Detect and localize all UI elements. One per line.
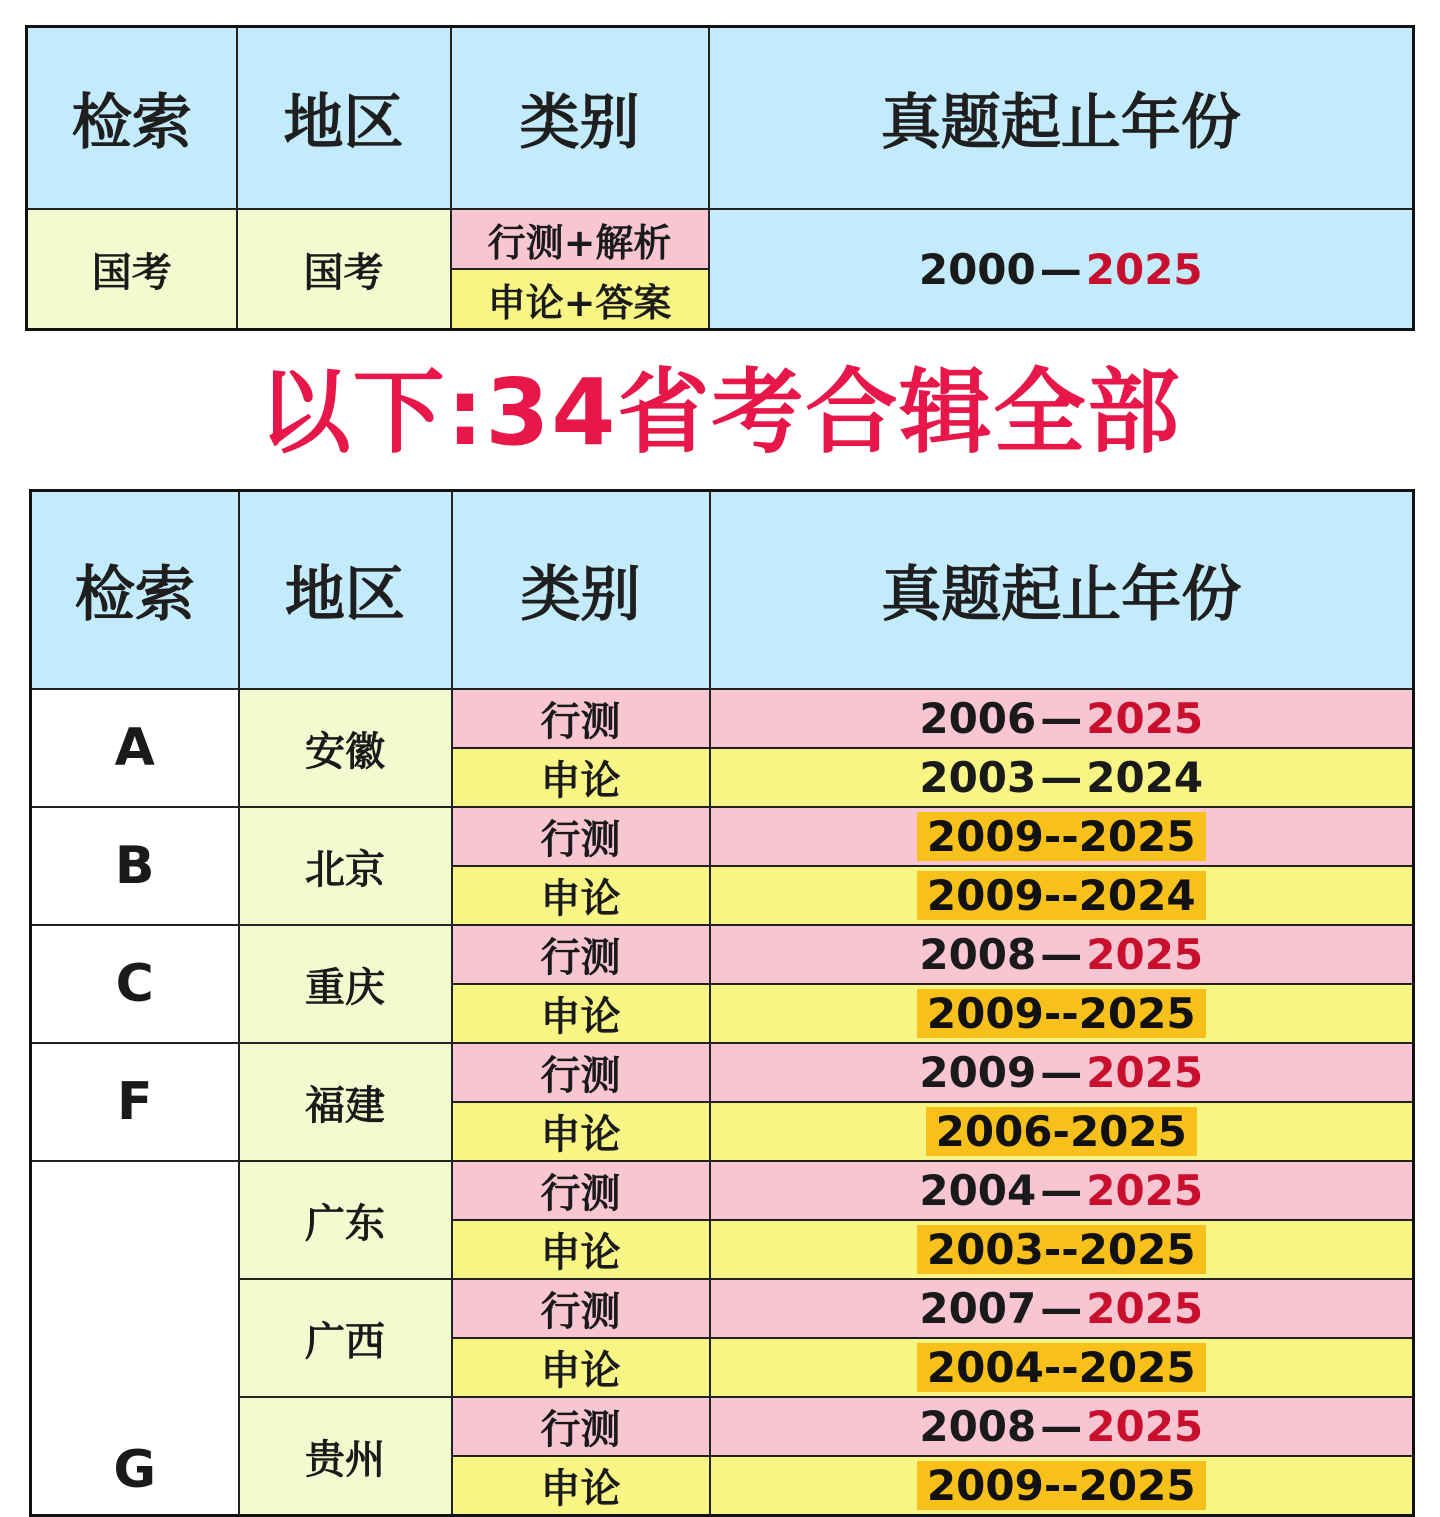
index-letter: C: [31, 925, 239, 1043]
national-region-cell: 国考: [237, 209, 451, 330]
year-range: [710, 866, 1414, 925]
year-range: [710, 1220, 1414, 1279]
index-letter: B: [31, 807, 239, 925]
index-letter: A: [31, 689, 239, 807]
year-range: [710, 925, 1414, 984]
national-search-cell: 国考: [27, 209, 237, 330]
header-region: 地区: [239, 491, 452, 690]
year-range: [710, 1279, 1414, 1338]
year-range: [710, 1161, 1414, 1220]
year-end: 2025: [1086, 1402, 1204, 1451]
header-search: 检索: [27, 27, 237, 210]
year-end: 2025: [1085, 244, 1203, 294]
header-years: 真题起止年份: [710, 491, 1414, 690]
year-start: 2004: [919, 1166, 1037, 1215]
year-start: 2006: [919, 694, 1037, 743]
year-range: [710, 748, 1414, 807]
year-dash: —: [1039, 244, 1082, 294]
year-range: [710, 1397, 1414, 1456]
table-row: [31, 807, 1414, 866]
year-range-highlight: 2006-2025: [926, 1107, 1197, 1156]
header-row: [31, 491, 1414, 690]
category-xingce: 行测: [452, 1397, 710, 1456]
year-dash: —: [1040, 753, 1083, 802]
year-start: 2007: [919, 1284, 1037, 1333]
table-row: [31, 1397, 1414, 1456]
category-xingce: 行测: [452, 807, 710, 866]
region-guangxi: 广西: [239, 1279, 452, 1397]
year-dash: —: [1040, 1284, 1083, 1333]
year-dash: —: [1040, 1166, 1083, 1215]
index-letter: G: [31, 1161, 239, 1516]
header-region: 地区: [237, 27, 451, 210]
region-anhui: 安徽: [239, 689, 452, 807]
year-range-highlight: 2009--2024: [917, 871, 1206, 920]
year-start: 2008: [919, 1402, 1037, 1451]
year-start: 2008: [919, 930, 1037, 979]
national-category-shenlun: 申论+答案: [451, 269, 709, 330]
year-range: [710, 689, 1414, 748]
year-range-highlight: 2003--2025: [917, 1225, 1206, 1274]
year-range: [710, 1043, 1414, 1102]
national-exam-table: [25, 25, 1415, 331]
year-range: [710, 1338, 1414, 1397]
region-beijing: 北京: [239, 807, 452, 925]
year-range-highlight: 2009--2025: [917, 1461, 1206, 1510]
header-search: 检索: [31, 491, 239, 690]
region-guizhou: 贵州: [239, 1397, 452, 1516]
category-xingce: 行测: [452, 689, 710, 748]
year-range: [710, 807, 1414, 866]
region-guangdong: 广东: [239, 1161, 452, 1279]
table-row: [31, 925, 1414, 984]
category-shenlun: 申论: [452, 984, 710, 1043]
year-dash: —: [1040, 1402, 1083, 1451]
category-shenlun: 申论: [452, 1456, 710, 1516]
section-heading: 以下:34省考合辑全部: [258, 359, 1182, 466]
year-range-highlight: 2009--2025: [917, 989, 1206, 1038]
table-row: [31, 1161, 1414, 1220]
header-category: 类别: [451, 27, 709, 210]
year-end: 2025: [1086, 694, 1204, 743]
category-shenlun: 申论: [452, 1220, 710, 1279]
provincial-exam-table: [29, 489, 1415, 1517]
year-start: 2009: [919, 1048, 1037, 1097]
header-row: [27, 27, 1414, 210]
year-range: [710, 1456, 1414, 1516]
year-start: 2003: [919, 753, 1037, 802]
region-chongqing: 重庆: [239, 925, 452, 1043]
table-row: [31, 1279, 1414, 1338]
category-shenlun: 申论: [452, 866, 710, 925]
category-xingce: 行测: [452, 1043, 710, 1102]
category-shenlun: 申论: [452, 1102, 710, 1161]
national-category-xingce: 行测+解析: [451, 209, 709, 269]
category-xingce: 行测: [452, 1279, 710, 1338]
year-range-highlight: 2004--2025: [917, 1343, 1206, 1392]
header-years: 真题起止年份: [709, 27, 1414, 210]
year-end: 2025: [1086, 1284, 1204, 1333]
category-shenlun: 申论: [452, 748, 710, 807]
category-xingce: 行测: [452, 1161, 710, 1220]
index-letter: F: [31, 1043, 239, 1161]
year-start: 2000: [918, 244, 1036, 294]
year-end: 2024: [1086, 753, 1204, 802]
region-fujian: 福建: [239, 1043, 452, 1161]
year-dash: —: [1040, 694, 1083, 743]
year-dash: —: [1040, 1048, 1083, 1097]
table-row: [31, 1043, 1414, 1102]
category-xingce: 行测: [452, 925, 710, 984]
year-end: 2025: [1086, 930, 1204, 979]
table-row: [31, 689, 1414, 748]
year-end: 2025: [1086, 1048, 1204, 1097]
year-range: [710, 984, 1414, 1043]
national-row: [27, 209, 1414, 269]
national-years-cell: [709, 209, 1414, 330]
year-end: 2025: [1086, 1166, 1204, 1215]
category-shenlun: 申论: [452, 1338, 710, 1397]
header-category: 类别: [452, 491, 710, 690]
year-range-highlight: 2009--2025: [917, 812, 1206, 861]
year-range: [710, 1102, 1414, 1161]
year-dash: —: [1040, 930, 1083, 979]
